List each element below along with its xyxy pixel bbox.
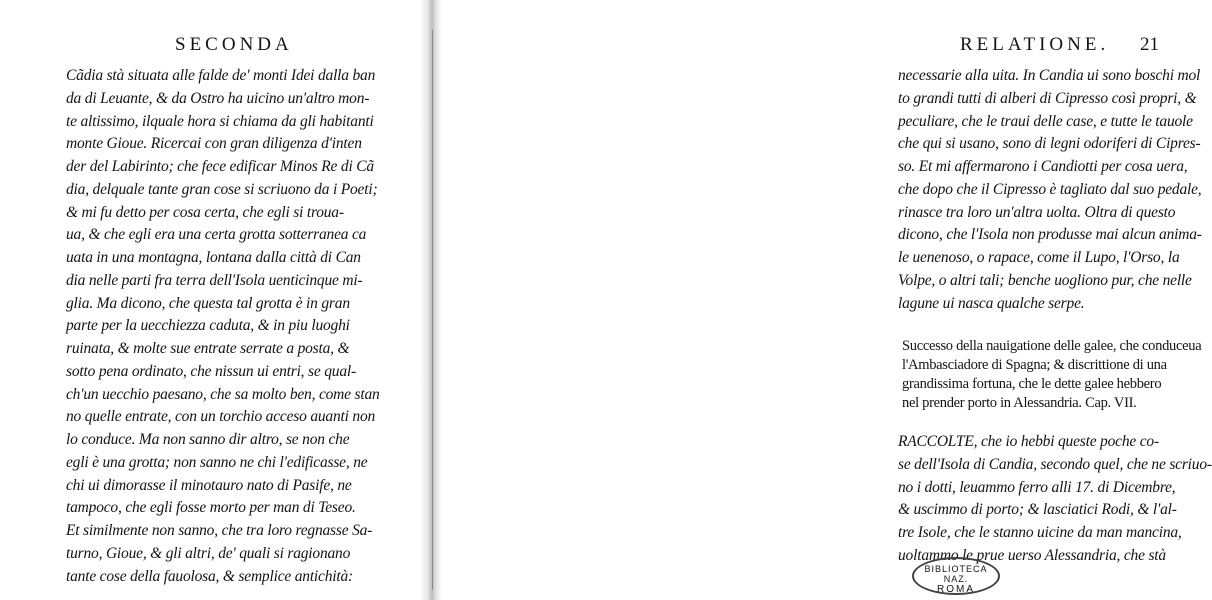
right-page <box>440 0 1212 600</box>
text-line: & uscimmo di porto; & lasciatici Rodi, & l'al- <box>898 501 1177 518</box>
chapter-heading-line: Successo della nauigatione delle galee, che conduceua <box>902 338 1202 354</box>
text-line: da di Leuante, & da Ostro ha uicino un'altro mon- <box>66 90 370 107</box>
gutter-fold-line <box>432 30 433 590</box>
text-line: tante cose della fauolosa, & semplice antichità: <box>66 568 353 585</box>
text-line: der del Labirinto; che fece edificar Minos Re di Cã <box>66 158 374 175</box>
text-line: RACCOLTE, che io hebbi queste poche co- <box>898 433 1159 450</box>
text-line: Et similmente non sanno, che tra loro regnasse Sa- <box>66 522 373 539</box>
text-line: & mi fu detto per cosa certa, che egli si troua- <box>66 204 344 221</box>
text-line: glia. Ma dicono, che questa tal grotta è in gran <box>66 295 350 312</box>
running-head-right: RELATIONE. <box>960 34 1110 55</box>
text-line: uoltammo le prue uerso Alessandria, che stà <box>898 547 1166 564</box>
text-line: no quelle entrate, con un torchio acceso auanti non <box>66 408 376 425</box>
text-line: turno, Gioue, & gli altri, de' quali si ragionano <box>66 545 351 562</box>
text-line: ch'un uecchio paesano, che sa molto ben, come stan <box>66 386 380 403</box>
text-line: sotto pena ordinato, che nissun ui entri, se qual- <box>66 363 356 380</box>
running-head-left: SECONDA <box>175 34 293 55</box>
left-page <box>0 0 440 600</box>
text-line: tampoco, che egli fosse morto per man di Teseo. <box>66 499 356 516</box>
text-line: se dell'Isola di Candia, secondo quel, che ne scriuo- <box>898 456 1212 473</box>
text-line: peculiare, che le traui delle case, e tutte le tauole <box>898 113 1193 130</box>
text-line: monte Gioue. Ricercai con gran diligenza d'inten <box>66 135 362 152</box>
text-line: dia, delquale tante gran cose si scriuono da i Poeti; <box>66 181 378 198</box>
library-stamp <box>912 557 1000 595</box>
chapter-heading-line: grandissima fortuna, che le dette galee hebbero <box>902 376 1162 392</box>
text-line: no i dotti, leuammo ferro alli 17. di Dicembre, <box>898 479 1176 496</box>
text-line: che qui si usano, sono di legni odoriferi di Cipres- <box>898 135 1201 152</box>
text-line: parte per la uecchiezza caduta, & in piu luoghi <box>66 317 350 334</box>
text-line: dia nelle parti fra terra dell'Isola uenticinque mi- <box>66 272 363 289</box>
text-line: ruinata, & molte sue entrate serrate a posta, & <box>66 340 350 357</box>
text-line: necessarie alla uita. In Candia ui sono boschi mol <box>898 67 1201 84</box>
text-line: lagune ui nasca qualche serpe. <box>898 295 1085 312</box>
chapter-heading-line: l'Ambasciadore di Spagna; & discrittione di una <box>902 357 1167 373</box>
text-line: te altissimo, ilquale hora si chiama da gli habitanti <box>66 113 374 130</box>
chapter-heading-line: nel prender porto in Alessandria. Cap. VII. <box>902 395 1137 411</box>
text-line: ua, & che egli era una certa grotta sotterranea ca <box>66 226 367 243</box>
book-gutter <box>420 0 442 600</box>
stamp-text: ROMA <box>937 584 975 595</box>
stamp-text: BIBLIOTECA NAZ. <box>924 564 988 584</box>
text-line: to grandi tutti di alberi di Cipresso così propri, & <box>898 90 1197 107</box>
text-line: Cãdia stà situata alle falde de' monti Idei dalla ban <box>66 67 376 84</box>
text-line: le uenenoso, o rapace, come il Lupo, l'Orso, la <box>898 249 1180 266</box>
text-line: chi ui dimorasse il minotauro nato di Pasife, ne <box>66 477 352 494</box>
text-line: lo conduce. Ma non sanno dir altro, se non che <box>66 431 350 448</box>
page-number: 21 <box>1140 34 1159 55</box>
text-line: egli è una grotta; non sanno ne chi l'edificasse, ne <box>66 454 368 471</box>
text-line: Volpe, o altri tali; benche uogliono pur, che nelle <box>898 272 1192 289</box>
text-line: uata in una montagna, lontana dalla città di Can <box>66 249 361 266</box>
text-line: che dopo che il Cipresso è tagliato dal suo pedale, <box>898 181 1202 198</box>
text-line: tre Isole, che le stanno uicine da man mancina, <box>898 524 1182 541</box>
text-line: dicono, che l'Isola non produsse mai alcun anima- <box>898 226 1202 243</box>
text-line: so. Et mi affermarono i Candiotti per cosa uera, <box>898 158 1188 175</box>
text-line: rinasce tra loro un'altra uolta. Oltra di questo <box>898 204 1176 221</box>
